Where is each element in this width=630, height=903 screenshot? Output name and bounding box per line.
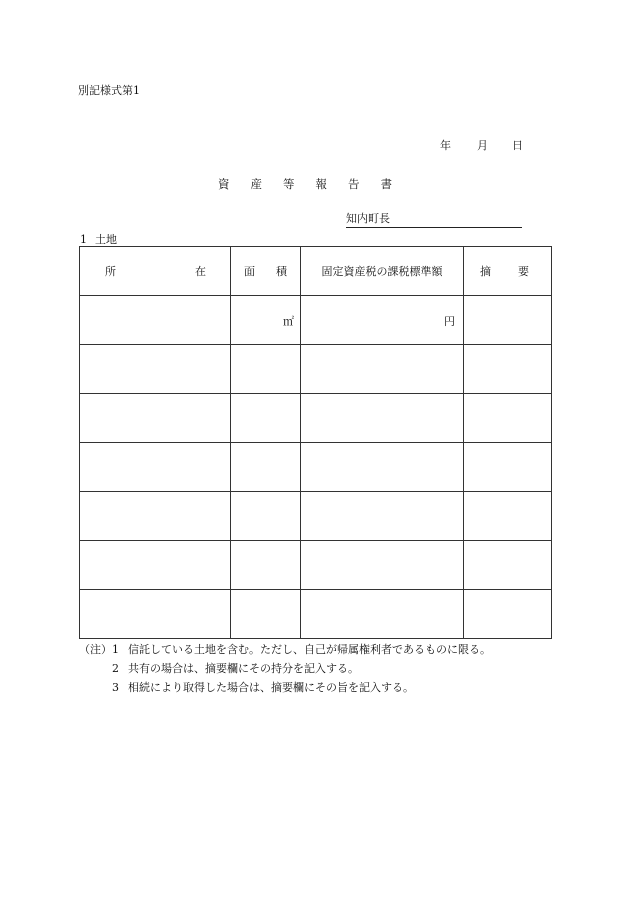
standard-value-cell[interactable] bbox=[301, 590, 464, 639]
date-month-label: 月 bbox=[477, 139, 488, 152]
standard-value-cell[interactable] bbox=[301, 443, 464, 492]
note-text: 共有の場合は、摘要欄にその持分を記入する。 bbox=[128, 662, 359, 675]
title-char: 報 bbox=[315, 177, 327, 191]
table-row bbox=[80, 394, 552, 443]
header-remarks bbox=[464, 247, 552, 296]
document-title bbox=[218, 176, 392, 192]
location-cell[interactable] bbox=[80, 541, 231, 590]
land-table bbox=[79, 246, 552, 639]
standard-value-cell[interactable] bbox=[301, 492, 464, 541]
remarks-cell[interactable] bbox=[464, 296, 552, 345]
table-row bbox=[80, 590, 552, 639]
note-item bbox=[112, 660, 359, 676]
location-cell[interactable] bbox=[80, 296, 231, 345]
remarks-cell[interactable] bbox=[464, 492, 552, 541]
table-row bbox=[80, 541, 552, 590]
remarks-cell[interactable] bbox=[464, 541, 552, 590]
title-char: 書 bbox=[380, 177, 392, 191]
date-year-label: 年 bbox=[440, 139, 451, 152]
section-heading bbox=[80, 231, 117, 247]
location-cell[interactable] bbox=[80, 345, 231, 394]
note-text: 信託している土地を含む。ただし、自己が帰属権利者であるものに限る。 bbox=[128, 643, 491, 656]
header-location-char: 在 bbox=[195, 265, 206, 278]
section-number: 1 bbox=[80, 233, 87, 246]
location-cell[interactable] bbox=[80, 590, 231, 639]
addressee-line bbox=[346, 210, 522, 228]
area-cell[interactable] bbox=[231, 590, 301, 639]
title-char: 資 bbox=[218, 177, 230, 191]
addressee-text: 知内町長 bbox=[346, 212, 390, 225]
area-cell[interactable] bbox=[231, 492, 301, 541]
title-char: 産 bbox=[250, 177, 262, 191]
remarks-cell[interactable] bbox=[464, 345, 552, 394]
note-number: 2 bbox=[112, 662, 119, 675]
table-row bbox=[80, 345, 552, 394]
table-row bbox=[80, 296, 552, 345]
section-title: 土地 bbox=[95, 233, 117, 246]
header-area-char: 積 bbox=[276, 265, 287, 278]
header-remarks-char: 摘 bbox=[480, 265, 491, 278]
standard-value-cell[interactable] bbox=[301, 394, 464, 443]
header-remarks-char: 要 bbox=[518, 265, 529, 278]
header-area-char: 面 bbox=[244, 265, 255, 278]
title-char: 告 bbox=[348, 177, 360, 191]
standard-value-cell[interactable] bbox=[301, 345, 464, 394]
note-number: 1 bbox=[112, 643, 119, 656]
header-location bbox=[80, 247, 231, 296]
header-area bbox=[231, 247, 301, 296]
area-cell[interactable] bbox=[231, 345, 301, 394]
date-day-label: 日 bbox=[512, 139, 523, 152]
area-cell[interactable] bbox=[231, 443, 301, 492]
standard-value-cell[interactable] bbox=[301, 541, 464, 590]
header-standard-value-text: 固定資産税の課税標準額 bbox=[321, 265, 443, 278]
location-cell[interactable] bbox=[80, 492, 231, 541]
table-row bbox=[80, 492, 552, 541]
area-cell[interactable] bbox=[231, 296, 301, 345]
table-row bbox=[80, 443, 552, 492]
form-label: 別記様式第1 bbox=[78, 84, 140, 97]
yen-unit: 円 bbox=[444, 315, 455, 328]
area-cell[interactable] bbox=[231, 541, 301, 590]
location-cell[interactable] bbox=[80, 394, 231, 443]
location-cell[interactable] bbox=[80, 443, 231, 492]
header-standard-value bbox=[301, 247, 464, 296]
standard-value-cell[interactable] bbox=[301, 296, 464, 345]
area-unit: ㎡ bbox=[283, 315, 294, 328]
note-item bbox=[112, 641, 491, 657]
note-text: 相続により取得した場合は、摘要欄にその旨を記入する。 bbox=[128, 681, 414, 694]
note-item bbox=[112, 679, 414, 695]
remarks-cell[interactable] bbox=[464, 394, 552, 443]
header-location-char: 所 bbox=[105, 265, 116, 278]
remarks-cell[interactable] bbox=[464, 590, 552, 639]
note-number: 3 bbox=[112, 681, 119, 694]
title-char: 等 bbox=[283, 177, 295, 191]
remarks-cell[interactable] bbox=[464, 443, 552, 492]
notes-prefix: （注） bbox=[79, 643, 112, 656]
table-header-row bbox=[80, 247, 552, 296]
area-cell[interactable] bbox=[231, 394, 301, 443]
